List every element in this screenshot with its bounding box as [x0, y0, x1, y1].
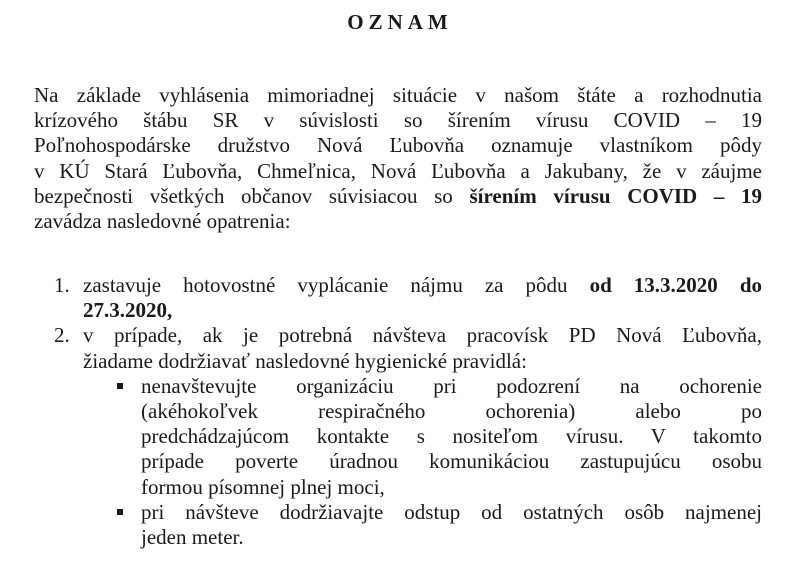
item-number: 1. — [54, 273, 70, 297]
hygiene-rules-list — [109, 374, 762, 550]
bullet-line: nenavštevujte organizáciu pri podozrení na ochorenie — [141, 373, 762, 398]
list-item — [54, 273, 762, 323]
bullet-item — [109, 500, 762, 550]
bullet-line: jeden meter. — [141, 525, 244, 550]
intro-line — [34, 184, 762, 209]
intro-line: Na základe vyhlásenia mimoriadnej situácie v našom štáte a rozhodnutia — [34, 83, 762, 107]
intro-line: v KÚ Stará Ľubovňa, Chmeľnica, Nová Ľubovňa a Jakubany, že v záujme — [34, 158, 762, 183]
item-line-text: zastavuje hotovostné vyplácanie nájmu za pôdu — [83, 273, 590, 297]
intro-line: zavádza nasledovné opatrenia: — [34, 209, 291, 234]
item-line: žiadame dodržiavať nasledovné hygienické pravidlá: — [83, 348, 527, 373]
item-line-bold: od 13.3.2020 do — [589, 273, 763, 297]
intro-line: krízového štábu SR v súvislosti so šírením vírusu COVID – 19 — [34, 108, 762, 133]
item-line-bold: 27.3.2020, — [83, 298, 173, 323]
intro-line: Poľnohospodárske družstvo Nová Ľubovňa oznamuje vlastníkom pôdy — [34, 133, 762, 158]
bullet-line: (akéhokoľvek respiračného ochorenia) alebo po — [141, 399, 762, 424]
item-line — [83, 273, 762, 298]
bullet-item — [109, 374, 762, 500]
intro-line-text: bezpečnosti všetkých občanov súvisiacou so — [34, 183, 470, 208]
square-bullet-icon — [117, 509, 123, 515]
measures-list — [54, 273, 762, 550]
item-line — [83, 298, 762, 323]
bullet-line: predchádzajúcom kontakte s nositeľom vírusu. V takomto — [141, 424, 762, 449]
square-bullet-icon — [117, 383, 123, 389]
bullet-line: prípade poverte úradnou komunikáciou zastupujúcu osobu — [141, 449, 762, 474]
intro-line-bold: šírením vírusu COVID – 19 — [469, 183, 763, 208]
list-item — [54, 323, 762, 550]
item-line: v prípade, ak je potrebná návšteva pracovísk PD Nová Ľubovňa, — [83, 323, 762, 348]
bullet-line: formou písomnej plnej moci, — [141, 474, 385, 499]
intro-paragraph — [34, 83, 762, 234]
item-number: 2. — [54, 323, 70, 348]
bullet-line: pri návšteve dodržiavajte odstup od ostatných osôb najmenej — [141, 499, 762, 524]
document-title: OZNAM — [347, 10, 453, 34]
